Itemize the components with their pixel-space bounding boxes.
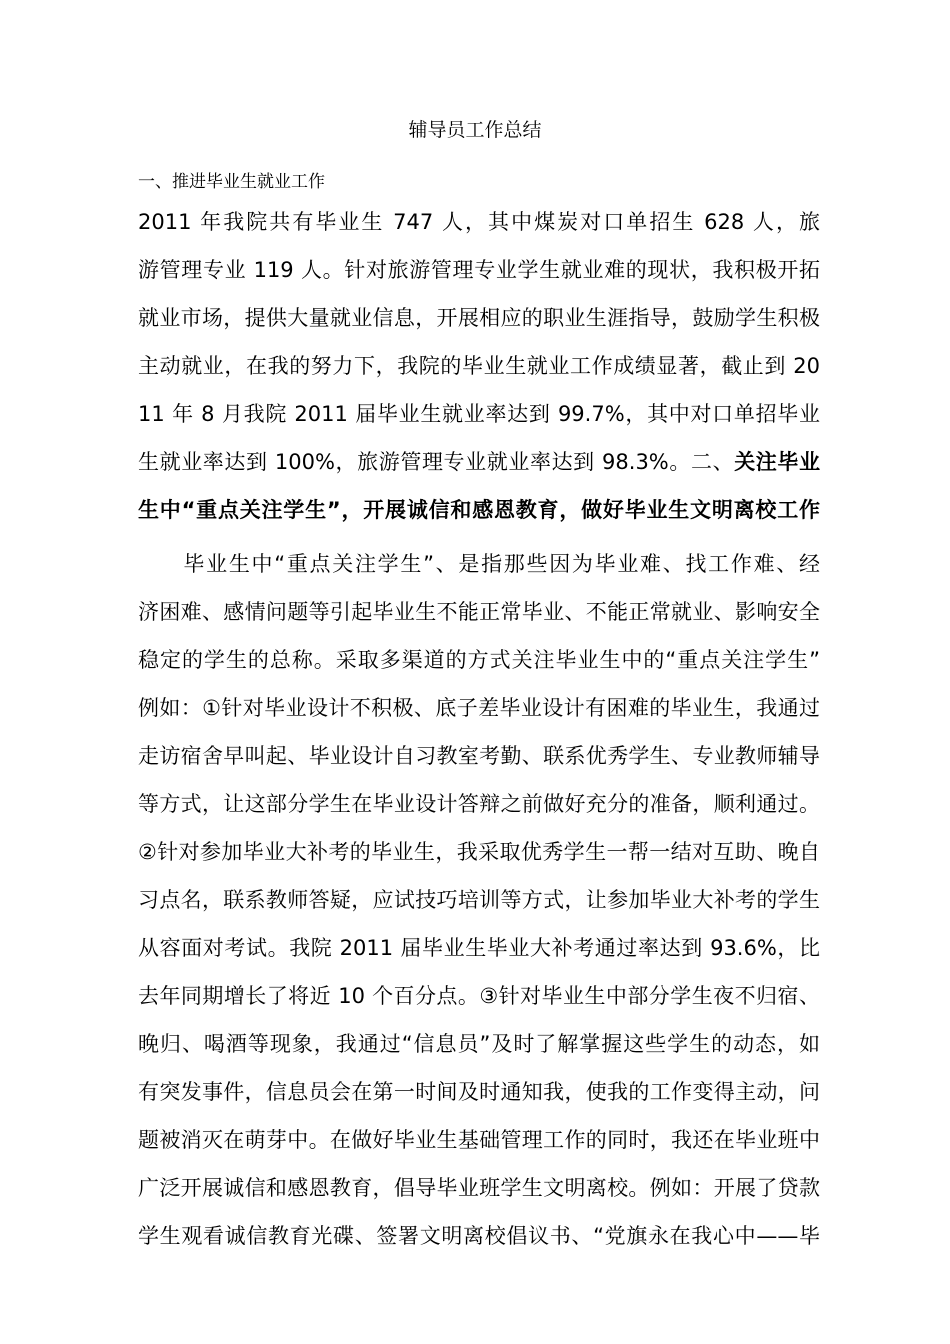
paragraph-line-with-heading bbox=[138, 448, 820, 476]
paragraph-line: 2011 年我院共有毕业生 747 人，其中煤炭对口单招生 628 人，旅 bbox=[138, 210, 820, 234]
paragraph-line: ②针对参加毕业大补考的毕业生，我采取优秀学生一帮一结对互助、晚自 bbox=[138, 840, 820, 864]
document-title: 辅导员工作总结 bbox=[408, 119, 542, 141]
section-heading-2-start: 关注毕业 bbox=[734, 450, 820, 474]
paragraph-line: 去年同期增长了将近 10 个百分点。③针对毕业生中部分学生夜不归宿、 bbox=[138, 984, 820, 1008]
paragraph-line: 游管理专业 119 人。针对旅游管理专业学生就业难的现状，我积极开拓 bbox=[138, 258, 820, 282]
paragraph-line: 11 年 8 月我院 2011 届毕业生就业率达到 99.7%，其中对口单招毕业 bbox=[138, 402, 820, 426]
section-heading-1: 一、推进毕业生就业工作 bbox=[138, 172, 325, 192]
paragraph-line: 就业市场，提供大量就业信息，开展相应的职业生涯指导，鼓励学生积极 bbox=[138, 306, 820, 330]
paragraph-line: 有突发事件，信息员会在第一时间及时通知我，使我的工作变得主动，问 bbox=[138, 1080, 820, 1104]
paragraph-line: 例如：①针对毕业设计不积极、底子差毕业设计有困难的毕业生，我通过 bbox=[138, 696, 820, 720]
paragraph-line: 从容面对考试。我院 2011 届毕业生毕业大补考通过率达到 93.6%，比 bbox=[138, 936, 820, 960]
paragraph-line: 晚归、喝酒等现象，我通过“信息员”及时了解掌握这些学生的动态，如 bbox=[138, 1032, 820, 1056]
paragraph-line: 主动就业，在我的努力下，我院的毕业生就业工作成绩显著，截止到 20 bbox=[138, 354, 820, 378]
paragraph-line: 等方式，让这部分学生在毕业设计答辩之前做好充分的准备，顺利通过。 bbox=[138, 792, 820, 816]
paragraph-line: 济困难、感情问题等引起毕业生不能正常毕业、不能正常就业、影响安全 bbox=[138, 600, 820, 624]
paragraph-line: 学生观看诚信教育光碟、签署文明离校倡议书、“党旗永在我心中——毕 bbox=[138, 1224, 820, 1248]
section-heading-2: 生中“重点关注学生”，开展诚信和感恩教育，做好毕业生文明离校工作 bbox=[138, 498, 820, 522]
paragraph-line: 广泛开展诚信和感恩教育，倡导毕业班学生文明离校。例如：开展了贷款 bbox=[138, 1176, 820, 1200]
paragraph-line: 毕业生中“重点关注学生”、是指那些因为毕业难、找工作难、经 bbox=[138, 552, 820, 576]
paragraph-line: 习点名，联系教师答疑，应试技巧培训等方式，让参加毕业大补考的学生 bbox=[138, 888, 820, 912]
paragraph-line: 稳定的学生的总称。采取多渠道的方式关注毕业生中的“重点关注学生” bbox=[138, 648, 820, 672]
paragraph-line-text: 生就业率达到 100%，旅游管理专业就业率达到 98.3%。二、 bbox=[138, 450, 735, 474]
paragraph-line: 走访宿舍早叫起、毕业设计自习教室考勤、联系优秀学生、专业教师辅导 bbox=[138, 744, 820, 768]
paragraph-line: 题被消灭在萌芽中。在做好毕业生基础管理工作的同时，我还在毕业班中 bbox=[138, 1128, 820, 1152]
